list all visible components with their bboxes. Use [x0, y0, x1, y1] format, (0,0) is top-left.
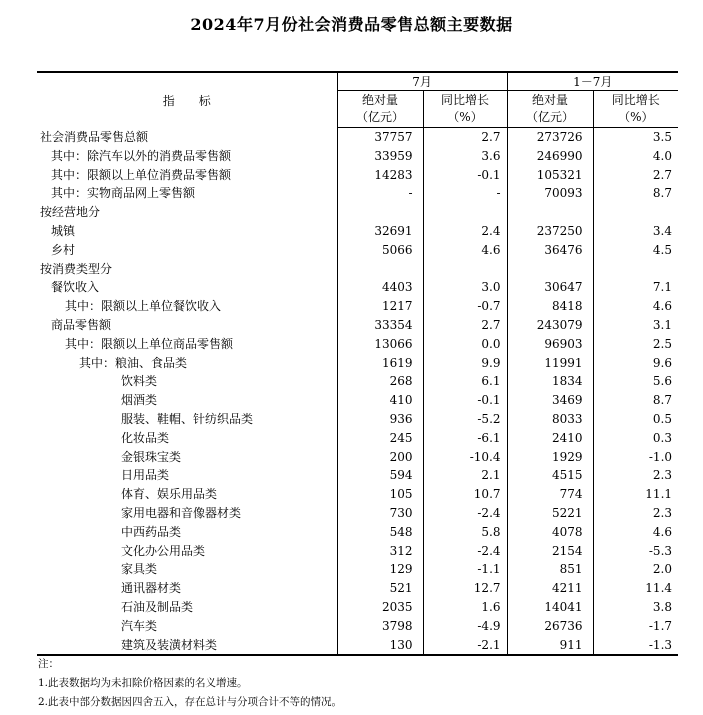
notes-heading: 注：	[38, 658, 59, 670]
table-row	[37, 335, 678, 354]
month-yoy-cell	[423, 260, 507, 279]
row-label: 社会消费品零售总额	[40, 129, 149, 144]
month-yoy-cell: 10.7	[423, 485, 507, 504]
row-label: 其中：粮油、食品类	[79, 355, 188, 370]
cumulative-absolute-cell: 273726	[507, 128, 593, 147]
month-yoy-cell: -6.1	[423, 429, 507, 448]
note-2: 2.此表中部分数据因四舍五入，存在总计与分项合计不等的情况。	[38, 696, 343, 708]
month-absolute-cell: 1619	[337, 354, 423, 373]
month-absolute-cell: 594	[337, 466, 423, 485]
cumulative-absolute-cell: 11991	[507, 354, 593, 373]
month-absolute-cell	[337, 260, 423, 279]
table-row	[37, 222, 678, 241]
month-yoy-cell: 2.7	[423, 128, 507, 147]
row-label: 其中：实物商品网上零售额	[51, 186, 196, 201]
month-yoy-cell: 2.1	[423, 466, 507, 485]
cumulative-absolute-cell: 96903	[507, 335, 593, 354]
table-row	[37, 617, 678, 636]
row-label: 文化办公用品类	[121, 543, 206, 558]
month-yoy-cell: -2.1	[423, 636, 507, 656]
cumulative-absolute-cell: 4078	[507, 523, 593, 542]
month-absolute-header: 绝对量 （亿元）	[337, 91, 423, 128]
table-row	[37, 429, 678, 448]
cumulative-absolute-cell: 30647	[507, 278, 593, 297]
cumulative-absolute-cell: 4211	[507, 579, 593, 598]
month-absolute-cell: 3798	[337, 617, 423, 636]
cumulative-absolute-cell: 774	[507, 485, 593, 504]
month-absolute-cell: 200	[337, 448, 423, 467]
month-absolute-cell: 1217	[337, 297, 423, 316]
month-yoy-cell: 3.0	[423, 278, 507, 297]
cumulative-absolute-cell: 3469	[507, 391, 593, 410]
cumulative-yoy-cell: 2.5	[593, 335, 678, 354]
cumulative-yoy-cell: 4.0	[593, 147, 678, 166]
month-yoy-cell: -10.4	[423, 448, 507, 467]
cumulative-absolute-cell	[507, 203, 593, 222]
row-label: 商品零售额	[51, 317, 112, 332]
cumulative-absolute-cell: 36476	[507, 241, 593, 260]
row-label: 日用品类	[121, 468, 170, 483]
cumulative-yoy-cell: 0.5	[593, 410, 678, 429]
notes	[38, 655, 342, 712]
cumulative-yoy-cell: 11.1	[593, 485, 678, 504]
row-label: 石油及制品类	[121, 599, 194, 614]
month-yoy-cell: 6.1	[423, 372, 507, 391]
table-row	[37, 278, 678, 297]
table-row	[37, 203, 678, 222]
cumulative-absolute-cell: 26736	[507, 617, 593, 636]
month-absolute-cell: -	[337, 184, 423, 203]
month-absolute-cell: 245	[337, 429, 423, 448]
cumulative-yoy-cell: 5.6	[593, 372, 678, 391]
month-yoy-cell: -0.1	[423, 166, 507, 185]
row-label: 通讯器材类	[121, 581, 182, 596]
table-body	[37, 128, 678, 656]
cumulative-yoy-cell: 2.3	[593, 466, 678, 485]
month-yoy-cell: -4.9	[423, 617, 507, 636]
table-row	[37, 166, 678, 185]
table-row	[37, 372, 678, 391]
month-yoy-cell: -2.4	[423, 542, 507, 561]
month-absolute-cell: 2035	[337, 598, 423, 617]
cumulative-yoy-cell: 3.5	[593, 128, 678, 147]
month-absolute-cell: 105	[337, 485, 423, 504]
cumulative-absolute-cell: 1834	[507, 372, 593, 391]
cumulative-yoy-cell: 2.7	[593, 166, 678, 185]
row-label: 其中：除汽车以外的消费品零售额	[51, 148, 232, 163]
page-title: 2024年7月份社会消费品零售总额主要数据	[190, 15, 513, 34]
month-absolute-cell: 37757	[337, 128, 423, 147]
month-yoy-cell: -5.2	[423, 410, 507, 429]
cumulative-absolute-cell: 851	[507, 560, 593, 579]
row-label: 建筑及装潢材料类	[37, 636, 337, 656]
cumulative-yoy-cell: 3.8	[593, 598, 678, 617]
month-yoy-cell: 5.8	[423, 523, 507, 542]
cumulative-yoy-cell: 4.6	[593, 297, 678, 316]
month-absolute-cell: 14283	[337, 166, 423, 185]
cumulative-absolute-header: 绝对量 （亿元）	[507, 91, 593, 128]
month-absolute-cell	[337, 203, 423, 222]
row-label: 家具类	[121, 562, 158, 577]
cumulative-absolute-cell: 2154	[507, 542, 593, 561]
table-row	[37, 354, 678, 373]
retail-sales-table	[37, 71, 678, 656]
table-row	[37, 147, 678, 166]
month-absolute-cell: 5066	[337, 241, 423, 260]
month-absolute-cell: 312	[337, 542, 423, 561]
month-absolute-cell: 4403	[337, 278, 423, 297]
month-absolute-cell: 33354	[337, 316, 423, 335]
month-absolute-cell: 936	[337, 410, 423, 429]
table-row	[37, 316, 678, 335]
cumulative-yoy-cell: 11.4	[593, 579, 678, 598]
cumulative-absolute-cell: 8418	[507, 297, 593, 316]
cumulative-absolute-cell: 243079	[507, 316, 593, 335]
row-label: 中西药品类	[121, 524, 182, 539]
cumulative-absolute-cell: 105321	[507, 166, 593, 185]
row-label: 汽车类	[121, 618, 158, 633]
note-1: 1.此表数据均为未扣除价格因素的名义增速。	[38, 677, 248, 689]
month-yoy-cell: -2.4	[423, 504, 507, 523]
row-label: 化妆品类	[121, 430, 170, 445]
cumulative-yoy-cell: -1.7	[593, 617, 678, 636]
month-yoy-cell: 2.7	[423, 316, 507, 335]
cumulative-absolute-cell: 1929	[507, 448, 593, 467]
cumulative-yoy-cell: 7.1	[593, 278, 678, 297]
period-month-header: 7月	[337, 72, 507, 91]
table-row	[37, 598, 678, 617]
month-absolute-cell: 548	[337, 523, 423, 542]
cumulative-yoy-cell: 3.4	[593, 222, 678, 241]
cumulative-yoy-cell: 4.6	[593, 523, 678, 542]
cumulative-absolute-cell: 14041	[507, 598, 593, 617]
cumulative-yoy-cell	[593, 203, 678, 222]
table-row	[37, 560, 678, 579]
row-label: 金银珠宝类	[121, 449, 182, 464]
month-absolute-cell: 32691	[337, 222, 423, 241]
month-yoy-cell: 4.6	[423, 241, 507, 260]
month-absolute-cell: 33959	[337, 147, 423, 166]
row-label: 其中：限额以上单位餐饮收入	[65, 299, 222, 314]
row-label: 城镇	[51, 223, 76, 238]
table-row	[37, 579, 678, 598]
month-yoy-cell: -0.7	[423, 297, 507, 316]
cumulative-absolute-cell: 4515	[507, 466, 593, 485]
cumulative-yoy-cell: -1.0	[593, 448, 678, 467]
cumulative-yoy-cell: 2.3	[593, 504, 678, 523]
month-yoy-cell: 9.9	[423, 354, 507, 373]
cumulative-yoy-cell: 2.0	[593, 560, 678, 579]
cumulative-absolute-cell: 70093	[507, 184, 593, 203]
month-yoy-cell: 1.6	[423, 598, 507, 617]
cumulative-yoy-cell: 0.3	[593, 429, 678, 448]
month-yoy-header: 同比增长 （%）	[423, 91, 507, 128]
month-absolute-cell: 410	[337, 391, 423, 410]
row-label: 烟酒类	[121, 393, 158, 408]
cumulative-yoy-cell: -1.3	[593, 636, 678, 656]
row-label: 其中：限额以上单位消费品零售额	[51, 167, 232, 182]
table-row	[37, 542, 678, 561]
table-row	[37, 241, 678, 260]
month-yoy-cell: -1.1	[423, 560, 507, 579]
period-cumulative-header: 1－7月	[507, 72, 678, 91]
table-row	[37, 391, 678, 410]
cumulative-absolute-cell: 237250	[507, 222, 593, 241]
row-label: 其中：限额以上单位商品零售额	[65, 336, 234, 351]
month-yoy-cell: -	[423, 184, 507, 203]
cumulative-absolute-cell: 911	[507, 636, 593, 656]
cumulative-absolute-cell: 5221	[507, 504, 593, 523]
month-yoy-cell: 0.0	[423, 335, 507, 354]
month-absolute-cell: 268	[337, 372, 423, 391]
month-absolute-cell: 130	[337, 636, 423, 656]
table-row	[37, 466, 678, 485]
cumulative-yoy-cell: 4.5	[593, 241, 678, 260]
row-label: 乡村	[51, 242, 76, 257]
month-yoy-cell: 12.7	[423, 579, 507, 598]
row-label: 饮料类	[121, 374, 158, 389]
month-yoy-cell	[423, 203, 507, 222]
month-yoy-cell: -0.1	[423, 391, 507, 410]
row-label: 服装、鞋帽、针纺织品类	[121, 411, 254, 426]
row-label: 按经营地分	[40, 205, 101, 220]
cumulative-yoy-cell	[593, 260, 678, 279]
table-row	[37, 504, 678, 523]
row-label: 餐饮收入	[51, 280, 100, 295]
month-absolute-cell: 13066	[337, 335, 423, 354]
table-row	[37, 128, 678, 147]
cumulative-yoy-cell: 8.7	[593, 184, 678, 203]
month-absolute-cell: 730	[337, 504, 423, 523]
table-row	[37, 523, 678, 542]
cumulative-absolute-cell: 246990	[507, 147, 593, 166]
cumulative-yoy-cell: 9.6	[593, 354, 678, 373]
table-row	[37, 184, 678, 203]
month-yoy-cell: 2.4	[423, 222, 507, 241]
cumulative-yoy-cell: -5.3	[593, 542, 678, 561]
month-absolute-cell: 521	[337, 579, 423, 598]
table-row	[37, 297, 678, 316]
cumulative-yoy-cell: 8.7	[593, 391, 678, 410]
cumulative-absolute-cell	[507, 260, 593, 279]
table-row	[37, 410, 678, 429]
month-absolute-cell: 129	[337, 560, 423, 579]
row-label: 家用电器和音像器材类	[121, 505, 242, 520]
cumulative-absolute-cell: 2410	[507, 429, 593, 448]
table-row	[37, 448, 678, 467]
table-row	[37, 260, 678, 279]
cumulative-absolute-cell: 8033	[507, 410, 593, 429]
row-label: 体育、娱乐用品类	[121, 487, 218, 502]
table-row	[37, 636, 678, 656]
indicator-header: 指 标	[37, 72, 337, 128]
cumulative-yoy-cell: 3.1	[593, 316, 678, 335]
row-label: 按消费类型分	[40, 261, 113, 276]
cumulative-yoy-header: 同比增长 （%）	[593, 91, 678, 128]
month-yoy-cell: 3.6	[423, 147, 507, 166]
table-row	[37, 485, 678, 504]
